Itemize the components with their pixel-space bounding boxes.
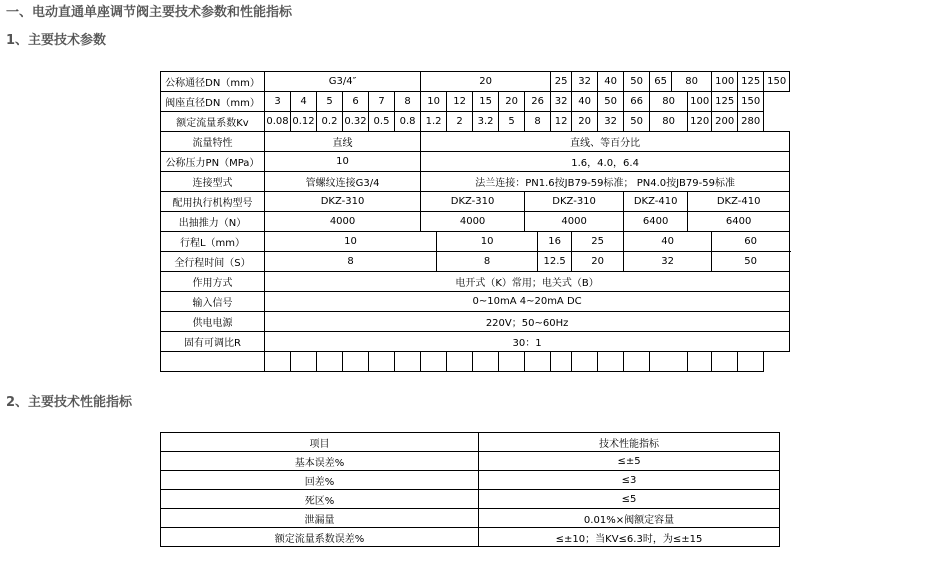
table-cell: 12.5 — [538, 252, 572, 272]
table-cell: 2 — [447, 112, 473, 132]
section-1-title: 1、主要技术参数 — [6, 33, 107, 48]
empty-cell — [738, 352, 764, 372]
table-cell: 5 — [499, 112, 525, 132]
table-cell: 125 — [738, 72, 764, 92]
table-row — [161, 72, 790, 92]
table-cell: 26 — [525, 92, 551, 112]
table-cell: 50 — [598, 92, 624, 112]
table-cell: 6400 — [624, 212, 688, 232]
table-cell: 泄漏量 — [161, 509, 479, 528]
table-row — [161, 490, 780, 509]
table-cell: 20 — [572, 112, 598, 132]
table-cell: 0.2 — [317, 112, 343, 132]
table-cell: 25 — [572, 232, 624, 252]
performance-indicators-table — [160, 432, 780, 547]
table-cell: 125 — [712, 92, 738, 112]
table-cell: 8 — [437, 252, 538, 272]
empty-cell — [473, 352, 499, 372]
table-row — [161, 252, 790, 272]
table-cell: DKZ-310 — [265, 192, 421, 212]
table-cell: 65 — [650, 72, 672, 92]
table-cell: 220V；50~60Hz — [265, 312, 790, 332]
table-row — [161, 92, 790, 112]
table-cell: 10 — [265, 152, 421, 172]
row-label: 出抽推力（N） — [161, 212, 265, 232]
empty-cell — [598, 352, 624, 372]
table-cell: 0.32 — [343, 112, 369, 132]
table-cell: 4000 — [265, 212, 421, 232]
table-cell: 8 — [395, 92, 421, 112]
table-cell: 12 — [447, 92, 473, 112]
table-cell: 电开式（K）常用；电关式（B） — [265, 272, 790, 292]
row-label: 额定流量系数Kv — [161, 112, 265, 132]
empty-cell — [421, 352, 447, 372]
table-cell: DKZ-410 — [624, 192, 688, 212]
table-row — [161, 471, 780, 490]
table-cell: 50 — [712, 252, 790, 272]
table-row — [161, 528, 780, 547]
table-row — [161, 152, 790, 172]
empty-cell — [624, 352, 650, 372]
empty-cell — [291, 352, 317, 372]
table-row — [161, 292, 790, 312]
table-cell: 15 — [473, 92, 499, 112]
table-cell: 20 — [499, 92, 525, 112]
table-cell: 66 — [624, 92, 650, 112]
table-cell: 5 — [317, 92, 343, 112]
empty-row — [161, 352, 790, 372]
row-label: 作用方式 — [161, 272, 265, 292]
table-cell: 3 — [265, 92, 291, 112]
table-cell: 100 — [688, 92, 712, 112]
table-cell: 50 — [624, 112, 650, 132]
table-cell: 0.12 — [291, 112, 317, 132]
empty-cell — [712, 352, 738, 372]
table-cell: 12 — [551, 112, 572, 132]
row-label: 公称通径DN（mm） — [161, 72, 265, 92]
row-label: 阀座直径DN（mm） — [161, 92, 265, 112]
row-label: 行程L（mm） — [161, 232, 265, 252]
empty-cell — [161, 352, 265, 372]
table-cell: 80 — [672, 72, 712, 92]
table-cell: 40 — [572, 92, 598, 112]
table-cell: 0.01%×阀额定容量 — [479, 509, 780, 528]
table-cell: 32 — [598, 112, 624, 132]
table-row — [161, 452, 780, 471]
table-cell: 6 — [343, 92, 369, 112]
table-cell: 25 — [551, 72, 572, 92]
table-cell: 0.8 — [395, 112, 421, 132]
empty-cell — [499, 352, 525, 372]
table-cell: 40 — [598, 72, 624, 92]
table-cell: 200 — [712, 112, 738, 132]
table-cell: 基本误差% — [161, 452, 479, 471]
empty-cell — [551, 352, 572, 372]
empty-cell — [369, 352, 395, 372]
table-row — [161, 312, 790, 332]
table-cell: 7 — [369, 92, 395, 112]
table-cell: DKZ-310 — [525, 192, 624, 212]
empty-cell — [343, 352, 369, 372]
row-label: 配用执行机构型号 — [161, 192, 265, 212]
empty-cell — [265, 352, 291, 372]
table-cell: 150 — [738, 92, 764, 112]
table-header-row — [161, 433, 780, 452]
table-cell: DKZ-310 — [421, 192, 525, 212]
table-cell: 32 — [624, 252, 712, 272]
table-cell: 0.5 — [369, 112, 395, 132]
table-row — [161, 192, 790, 212]
table-cell: 法兰连接：PN1.6按JB79-59标准； PN4.0按JB79-59标准 — [421, 172, 790, 192]
table-cell: 50 — [624, 72, 650, 92]
empty-cell — [317, 352, 343, 372]
table-cell: 4000 — [525, 212, 624, 232]
table-cell: 30：1 — [265, 332, 790, 352]
table-cell: 40 — [624, 232, 712, 252]
column-header: 技术性能指标 — [479, 433, 780, 452]
row-label: 连接型式 — [161, 172, 265, 192]
table-cell: 32 — [572, 72, 598, 92]
table-cell: 3.2 — [473, 112, 499, 132]
table-cell: 10 — [265, 232, 437, 252]
column-header: 项目 — [161, 433, 479, 452]
table-cell: 20 — [421, 72, 551, 92]
table-cell: 额定流量系数误差% — [161, 528, 479, 547]
table-row — [161, 172, 790, 192]
table-cell: 0.08 — [265, 112, 291, 132]
table-cell: 80 — [650, 92, 688, 112]
table-cell: 0~10mA 4~20mA DC — [265, 292, 790, 312]
table-row — [161, 132, 790, 152]
table-cell: 32 — [551, 92, 572, 112]
table-row — [161, 232, 790, 252]
table-cell: 1.2 — [421, 112, 447, 132]
table-cell: 10 — [421, 92, 447, 112]
empty-cell — [688, 352, 712, 372]
section-2-title: 2、主要技术性能指标 — [6, 395, 133, 410]
table-cell: 死区% — [161, 490, 479, 509]
table-cell: DKZ-410 — [688, 192, 790, 212]
table-cell: 10 — [437, 232, 538, 252]
table-cell: 直线 — [265, 132, 421, 152]
table-row — [161, 272, 790, 292]
table-row — [161, 332, 790, 352]
table-cell: ≤5 — [479, 490, 780, 509]
row-label: 固有可调比R — [161, 332, 265, 352]
table-row — [161, 112, 790, 132]
page-title: 一、电动直通单座调节阀主要技术参数和性能指标 — [6, 5, 293, 20]
table-cell: 80 — [650, 112, 688, 132]
table-cell: 8 — [265, 252, 437, 272]
table-cell: ≤±10；当KV≤6.3时，为≤±15 — [479, 528, 780, 547]
table-row — [161, 509, 780, 528]
technical-parameters-table — [160, 71, 790, 372]
empty-cell — [525, 352, 551, 372]
table-cell: 120 — [688, 112, 712, 132]
row-label: 流量特性 — [161, 132, 265, 152]
table-cell: 60 — [712, 232, 790, 252]
row-label: 全行程时间（S） — [161, 252, 265, 272]
table-cell: ≤3 — [479, 471, 780, 490]
table-cell: 16 — [538, 232, 572, 252]
row-label: 输入信号 — [161, 292, 265, 312]
table-cell: 回差% — [161, 471, 479, 490]
table-cell: 8 — [525, 112, 551, 132]
table-cell: 管螺纹连接G3/4 — [265, 172, 421, 192]
empty-cell — [447, 352, 473, 372]
table-cell: 4 — [291, 92, 317, 112]
table-cell: 150 — [764, 72, 790, 92]
empty-cell — [650, 352, 688, 372]
row-label: 公称压力PN（MPa） — [161, 152, 265, 172]
empty-cell — [572, 352, 598, 372]
table-cell: ≤±5 — [479, 452, 780, 471]
table-cell: 6400 — [688, 212, 790, 232]
table-cell: G3/4″ — [265, 72, 421, 92]
table-cell: 100 — [712, 72, 738, 92]
table-cell: 280 — [738, 112, 764, 132]
table-cell: 20 — [572, 252, 624, 272]
table-cell: 直线、等百分比 — [421, 132, 790, 152]
row-label: 供电电源 — [161, 312, 265, 332]
table-row — [161, 212, 790, 232]
empty-cell — [395, 352, 421, 372]
table-cell: 4000 — [421, 212, 525, 232]
table-cell: 1.6，4.0，6.4 — [421, 152, 790, 172]
